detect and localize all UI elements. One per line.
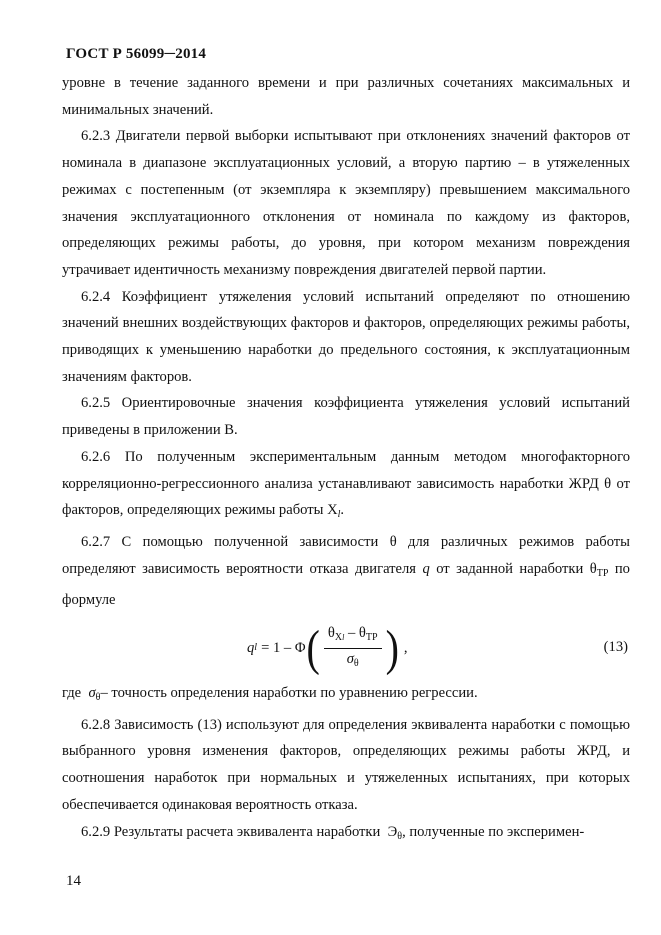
- p626-text-b: от факторов, определяющих режимы работы: [62, 475, 630, 519]
- num-theta-subscript: [335, 632, 344, 643]
- equation-number: (13): [603, 639, 628, 656]
- num-tp-subscript: ТР: [365, 631, 378, 643]
- sigma-dash: –: [100, 685, 108, 702]
- e-theta-symbol: Э: [387, 823, 398, 840]
- fraction-numerator: [324, 623, 382, 649]
- paragraph-6-2-9: [62, 819, 630, 851]
- theta-tp-subscript: ТР: [596, 567, 609, 579]
- paragraph-where: [62, 680, 630, 712]
- p627-text-a: 6.2.7 С помощью полученной зависимости: [81, 533, 379, 550]
- p626-period: .: [340, 502, 345, 519]
- formula-lhs: q: [247, 639, 255, 656]
- den-sigma-subscript: θ: [353, 657, 359, 669]
- page-number: 14: [66, 873, 81, 889]
- paragraph-continuation: уровне в течение заданного времени и при различных сочетаниях максимальных и минимальных значений.: [62, 75, 630, 118]
- paragraph-6-2-3: 6.2.3 Двигатели первой выборки испытывают при отклонениях значений факторов от номинала в диапазоне эксплуатационных условий, а вторую партию – в утяжеленных режимах с постепенным (от экземпляра к экземпляру) превышением максимального значения эксплуатационного отклонения от номинала по каждому из факторов, определяющих режимы работы, до уровня, при котором механизм повреждения утрачивает идентичность механизму повреждения двигателей первой партии.: [62, 128, 630, 278]
- p627-text-c: от заданной наработки: [436, 560, 584, 577]
- p629-text-b: , полученные по эксперимен-: [402, 823, 585, 840]
- formula-tail: ,: [403, 639, 408, 656]
- e-theta-subscript: θ: [397, 830, 403, 842]
- sigma-subscript: θ: [95, 692, 101, 704]
- paragraph-6-2-7: [62, 529, 630, 614]
- paragraph-6-2-6: [62, 444, 630, 529]
- formula-13: [62, 616, 630, 680]
- p627-text-d: по формуле: [62, 560, 630, 609]
- where-text-b: точность определения наработки по уравнению регрессии.: [111, 685, 478, 702]
- theta-tp-symbol: θ: [589, 560, 597, 577]
- where-text-a: где: [62, 685, 82, 702]
- formula-eq: = 1 – Φ: [261, 639, 306, 656]
- theta-symbol: θ: [389, 533, 397, 550]
- x-symbol: X: [327, 502, 338, 519]
- paragraph-6-2-5: 6.2.5 Ориентировочные значения коэффициента утяжеления условий испытаний приведены в приложении В.: [62, 395, 630, 439]
- num-minus-theta: – θ: [347, 624, 366, 641]
- left-paren: (: [306, 619, 320, 676]
- document-header: ГОСТ Р 56099─2014: [66, 46, 207, 62]
- p626-text-a: 6.2.6 По полученным экспериментальным данным методом многофакторного корреляционно-регрессионного анализа устанавливают зависимость наработки ЖРД: [62, 448, 630, 492]
- formula-expression: [247, 616, 408, 680]
- paragraph-6-2-4: 6.2.4 Коэффициент утяжеления условий испытаний определяют по отношению значений внешних воздействующих факторов и факторов, определяющих режимы работы, приводящих к уменьшению наработки до предельного состояния, к эксплуатационным значениям факторов.: [62, 288, 630, 385]
- right-paren: ): [385, 619, 399, 676]
- sigma-symbol: σ: [88, 685, 96, 702]
- x-subscript: l: [337, 509, 341, 521]
- fraction-denominator: [343, 649, 363, 674]
- paragraph-6-2-8: 6.2.8 Зависимость (13) используют для определения эквивалента наработки с помощью выбранного уровня изменения факторов, определяющих режимы работы ЖРД, и соотношения наработок при нормальных и утяжеленных испытаниях, при которых обеспечивается одинаковая вероятность отказа.: [62, 716, 630, 813]
- p627-text-b: для различных режимов работы определяют зависимость вероятности отказа двигателя: [62, 533, 630, 577]
- formula-fraction: [324, 623, 382, 674]
- q-symbol: q: [422, 560, 430, 577]
- num-theta: θ: [327, 624, 335, 641]
- num-x-sub: X: [334, 631, 343, 643]
- den-sigma: σ: [346, 650, 354, 667]
- document-body: [62, 70, 630, 850]
- p629-text-a: 6.2.9 Результаты расчета эквивалента наработки: [81, 823, 381, 840]
- formula-lhs-subscript: l: [254, 641, 258, 653]
- theta-symbol: θ: [604, 475, 612, 492]
- num-l-subsub: l: [342, 632, 345, 642]
